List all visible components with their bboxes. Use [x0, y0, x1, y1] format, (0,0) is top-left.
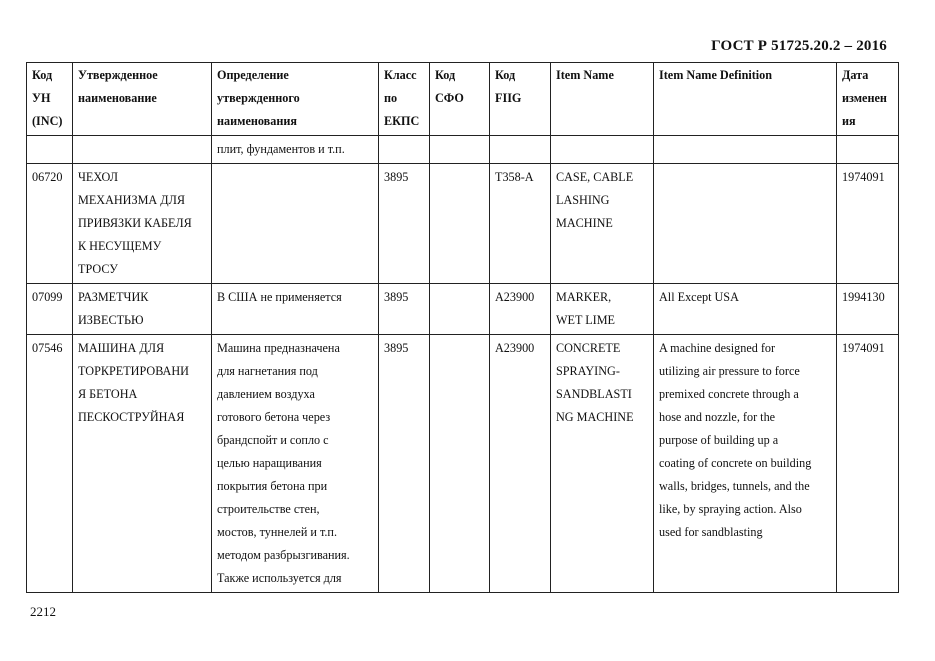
table-cell [212, 164, 379, 284]
table-cell: A23900 [490, 284, 551, 335]
table-cell [551, 136, 654, 164]
document-title: ГОСТ Р 51725.20.2 – 2016 [711, 38, 887, 54]
table-cell [837, 136, 899, 164]
table-cell [379, 136, 430, 164]
table-cell [654, 136, 837, 164]
table-cell: CASE, CABLE LASHING MACHINE [551, 164, 654, 284]
table-cell [430, 284, 490, 335]
table-cell: A23900 [490, 335, 551, 593]
table-cell [27, 136, 73, 164]
table-cell [490, 136, 551, 164]
table-cell: 1974091 [837, 335, 899, 593]
col-header-inc: Код УН (INC) [27, 63, 73, 136]
table-cell: Машина предназначена для нагнетания под давлением воздуха готового бетона через брандспойт и сопло с целью наращивания покрытия бетона при строительстве стен, мостов, туннелей и т.п. методом разбрызгивания. Также используется для [212, 335, 379, 593]
table-row [27, 136, 899, 164]
page-number: 2212 [30, 604, 56, 619]
table-cell: 3895 [379, 335, 430, 593]
col-header-fiig: Код FIIG [490, 63, 551, 136]
col-header-class: Класс по ЕКПС [379, 63, 430, 136]
table-cell [430, 335, 490, 593]
table-row [27, 164, 899, 284]
catalog-table [26, 62, 899, 593]
table-cell: плит, фундаментов и т.п. [212, 136, 379, 164]
table-cell: 07099 [27, 284, 73, 335]
table-cell [430, 136, 490, 164]
table-cell: 07546 [27, 335, 73, 593]
table-cell: 3895 [379, 164, 430, 284]
col-header-definition: Определение утвержденного наименования [212, 63, 379, 136]
table-cell: РАЗМЕТЧИК ИЗВЕСТЬЮ [73, 284, 212, 335]
table-cell: 06720 [27, 164, 73, 284]
table-header-row [27, 63, 899, 136]
table-row [27, 284, 899, 335]
table-cell [430, 164, 490, 284]
col-header-item-name: Item Name [551, 63, 654, 136]
table-cell: В США не применяется [212, 284, 379, 335]
table-cell: 3895 [379, 284, 430, 335]
table-cell: A machine designed for utilizing air pressure to force premixed concrete through a hose and nozzle, for the purpose of building up a coating of concrete on building walls, bridges, tunnels, and the like, by spraying action. Also used for sandblasting [654, 335, 837, 593]
table-cell: CONCRETE SPRAYING- SANDBLASTI NG MACHINE [551, 335, 654, 593]
table-cell: All Except USA [654, 284, 837, 335]
col-header-sfo: Код СФО [430, 63, 490, 136]
col-header-item-definition: Item Name Definition [654, 63, 837, 136]
table-cell [654, 164, 837, 284]
table-row [27, 335, 899, 593]
col-header-date: Дата изменен ия [837, 63, 899, 136]
col-header-approved-name: Утвержденное наименование [73, 63, 212, 136]
table-cell: MARKER, WET LIME [551, 284, 654, 335]
table-cell: 1974091 [837, 164, 899, 284]
table-cell: T358-A [490, 164, 551, 284]
table-cell: ЧЕХОЛ МЕХАНИЗМА ДЛЯ ПРИВЯЗКИ КАБЕЛЯ К НЕСУЩЕМУ ТРОСУ [73, 164, 212, 284]
table-cell: МАШИНА ДЛЯ ТОРКРЕТИРОВАНИ Я БЕТОНА ПЕСКОСТРУЙНАЯ [73, 335, 212, 593]
table-cell [73, 136, 212, 164]
table-cell: 1994130 [837, 284, 899, 335]
